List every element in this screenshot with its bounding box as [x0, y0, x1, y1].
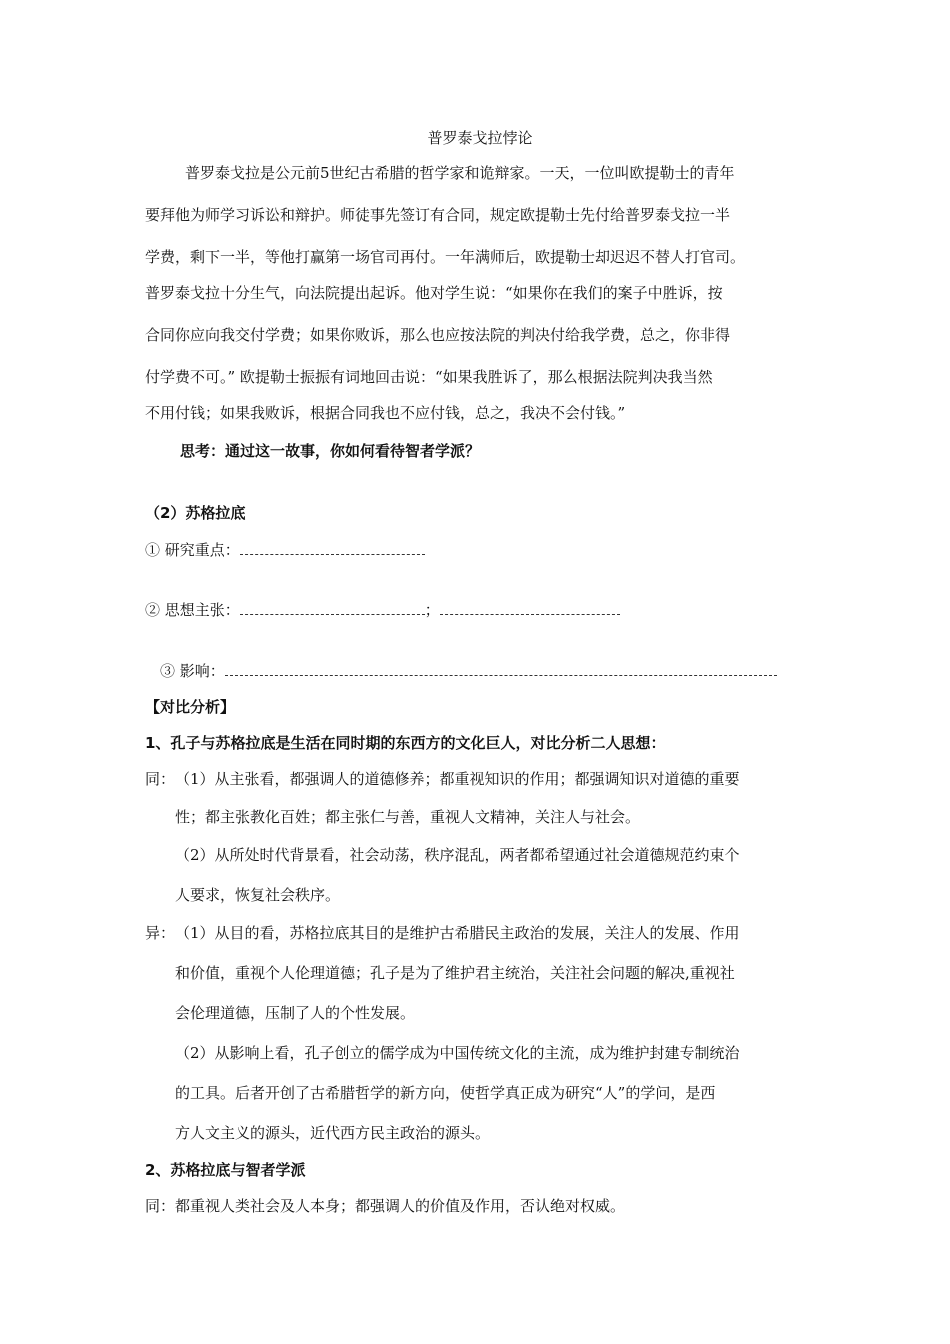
research-focus-label: ① 研究重点： [145, 541, 240, 559]
diff-line: （1）从目的看，苏格拉底其目的是维护古希腊民主政治的发展，关注人的发展、作用 [175, 924, 740, 942]
story-title: 普罗泰戈拉悖论 [427, 129, 533, 147]
thought-blank-1[interactable] [240, 600, 425, 615]
story-line: 不用付钱；如果我败诉，根据合同我也不应付钱，总之，我决不会付钱。” [145, 404, 626, 422]
story-line: 普罗泰戈拉是公元前5世纪古希腊的哲学家和诡辩家。一天，一位叫欧提勒士的青年 [185, 164, 735, 182]
socrates-heading: （2）苏格拉底 [145, 504, 246, 522]
same-line: （2）从所处时代背景看，社会动荡，秩序混乱，两者都希望通过社会道德规范约束个 [175, 846, 740, 864]
story-line: 合同你应向我交付学费；如果你败诉，那么也应按法院的判决付给我学费，总之，你非得 [145, 326, 731, 344]
story-question: 思考：通过这一故事，你如何看待智者学派？ [180, 442, 481, 460]
diff-line: 和价值，重视个人伦理道德；孔子是为了维护君主统治，关注社会问题的解决,重视社 [175, 964, 735, 982]
same-line: 性；都主张教化百姓；都主张仁与善，重视人文精神，关注人与社会。 [175, 808, 641, 826]
analysis-heading: 【对比分析】 [145, 698, 236, 716]
influence-blank[interactable] [225, 661, 777, 676]
story-line: 付学费不可。” 欧提勒士振振有词地回击说：“如果我胜诉了，那么根据法院判决我当然 [145, 368, 713, 386]
thought-separator: ； [424, 601, 440, 619]
story-line: 学费，剩下一半，等他打赢第一场官司再付。一年满师后，欧提勒士却迟迟不替人打官司。 [145, 248, 746, 266]
socrates-sophists-same: 同：都重视人类社会及人本身；都强调人的价值及作用，否认绝对权威。 [145, 1197, 626, 1215]
comparison-question-2: 2、苏格拉底与智者学派 [145, 1161, 306, 1179]
diff-line: 的工具。后者开创了古希腊哲学的新方向，使哲学真正成为研究“人”的学问，是西 [175, 1084, 716, 1102]
thought-blank-2[interactable] [440, 600, 620, 615]
story-line: 要拜他为师学习诉讼和辩护。师徒事先签订有合同，规定欧提勒士先付给普罗泰戈拉一半 [145, 206, 731, 224]
comparison-question-1: 1、孔子与苏格拉底是生活在同时期的东西方的文化巨人，对比分析二人思想： [145, 734, 666, 752]
story-line: 普罗泰戈拉十分生气，向法院提出起诉。他对学生说：“如果你在我们的案子中胜诉，按 [145, 284, 723, 302]
research-focus-blank[interactable] [240, 540, 425, 555]
diff-line: 会伦理道德，压制了人的个性发展。 [175, 1004, 416, 1022]
same-line: 人要求，恢复社会秩序。 [175, 886, 341, 904]
influence-row [160, 661, 830, 681]
thought-label: ② 思想主张： [145, 601, 240, 619]
diff-line: （2）从影响上看，孔子创立的儒学成为中国传统文化的主流，成为维护封建专制统治 [175, 1044, 740, 1062]
diff-label: 异： [145, 924, 176, 942]
influence-label: ③ 影响： [160, 662, 225, 680]
diff-line: 方人文主义的源头，近代西方民主政治的源头。 [175, 1124, 491, 1142]
same-label: 同： [145, 770, 176, 788]
research-focus-row [145, 540, 815, 560]
thought-row [145, 600, 815, 620]
same-line: （1）从主张看，都强调人的道德修养；都重视知识的作用；都强调知识对道德的重要 [175, 770, 740, 788]
